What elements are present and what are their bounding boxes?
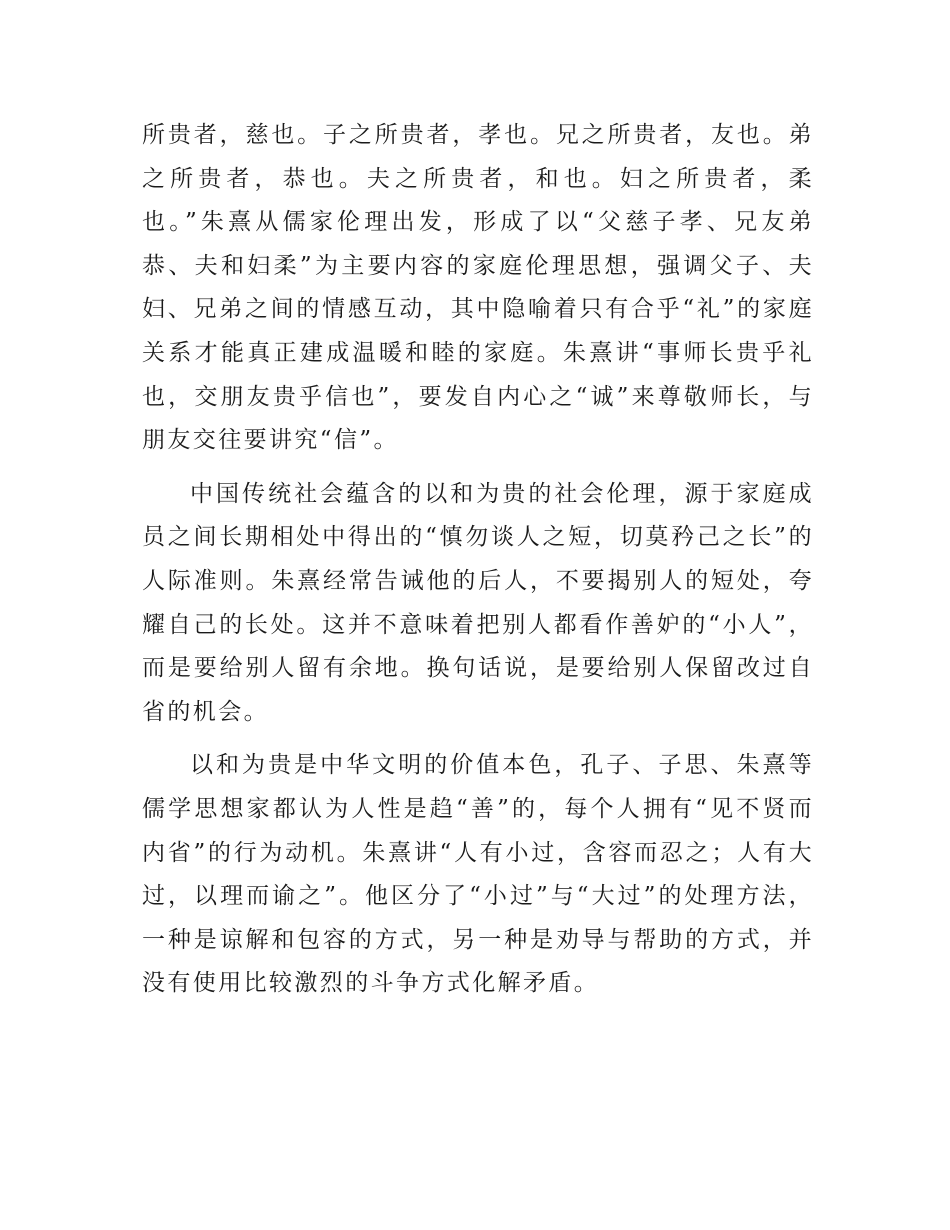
document-body [142,114,814,1006]
paragraph-family-ethics: 所贵者，慈也。子之所贵者，孝也。兄之所贵者，友也。弟之所贵者，恭也。夫之所贵者，和也。妇之所贵者，柔也。”朱熹从儒家伦理出发，形成了以“父慈子孝、兄友弟恭、夫和妇柔”为主要内容的家庭伦理思想，强调父子、夫妇、兄弟之间的情感互动，其中隐喻着只有合乎“礼”的家庭关系才能真正建成温暖和睦的家庭。朱熹讲“事师长贵乎礼也，交朋友贵乎信也”，要发自内心之“诚”来尊敬师长，与朋友交往要讲究“信”。 [142,122,814,454]
paragraph-harmony-value: 以和为贵是中华文明的价值本色，孔子、子思、朱熹等儒学思想家都认为人性是趋“善”的，每个人拥有“见不贤而内省”的行为动机。朱熹讲“人有小过，含容而忍之；人有大过，以理而谕之”。他区分了“小过”与“大过”的处理方法，一种是谅解和包容的方式，另一种是劝导与帮助的方式，并没有使用比较激烈的斗争方式化解矛盾。 [142,752,814,997]
paragraph-social-ethics: 中国传统社会蕴含的以和为贵的社会伦理，源于家庭成员之间长期相处中得出的“慎勿谈人之短，切莫矜己之长”的人际准则。朱熹经常告诫他的后人，不要揭别人的短处，夸耀自己的长处。这并不意味着把别人都看作善妒的“小人”，而是要给别人留有余地。换句话说，是要给别人保留改过自省的机会。 [142,480,814,725]
